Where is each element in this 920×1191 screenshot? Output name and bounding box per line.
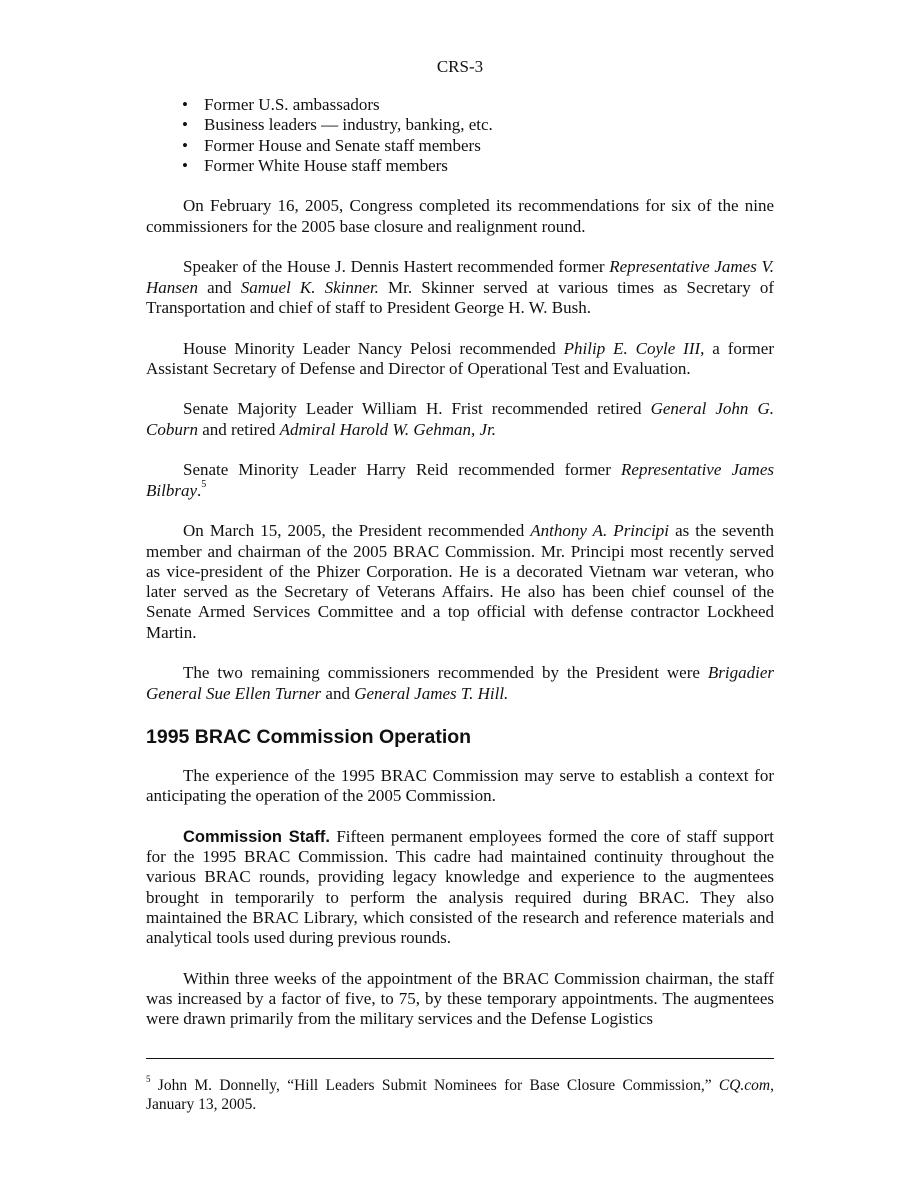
list-item: • Former White House staff members [182, 155, 448, 175]
page-header: CRS-3 [436, 57, 484, 76]
paragraph-remaining-commissioners: The two remaining commissioners recommended by the President were Brigadier General Sue Ellen Turner and General James T. Hill. [146, 663, 774, 703]
paragraph-commission-staff: Commission Staff. Fifteen permanent employees formed the core of staff support for the 1995 BRAC Commission. This cadre had maintained continuity throughout the various BRAC rounds, providing legacy knowledge and experience to the augmentees brought in temporarily to perform the analysis required during BRAC. They also maintained the BRAC Library, which consisted of the research and reference materials and analytical tools used during previous rounds. [146, 826, 774, 948]
bullet-list [146, 95, 774, 176]
list-item: • Business leaders — industry, banking, etc. [182, 115, 493, 135]
footnote-divider [146, 1058, 774, 1059]
footnote-reference[interactable]: 5 [201, 478, 207, 490]
bullet-icon: • [182, 135, 188, 155]
footnote-number: 5 [146, 1073, 151, 1084]
run-in-heading: Commission Staff. [183, 827, 330, 846]
paragraph-reid: Senate Minority Leader Harry Reid recommended former Representative James Bilbray.$^5$ [146, 460, 774, 500]
list-item: • Former House and Senate staff members [182, 135, 481, 155]
paragraph-congress-recommendations: On February 16, 2005, Congress completed its recommendations for six of the nine commissioners for the 2005 base closure and realignment round. [146, 196, 774, 236]
paragraph-hastert: Speaker of the House J. Dennis Hastert recommended former Representative James V. Hansen and Samuel K. Skinner. Mr. Skinner served at various times as Secretary of Transportation and chief of staff to President George H. W. Bush. [146, 257, 774, 317]
bullet-icon: • [182, 155, 188, 175]
bullet-icon: • [182, 95, 188, 114]
paragraph-experience: The experience of the 1995 BRAC Commission may serve to establish a context for anticipating the operation of the 2005 Commission. [146, 765, 774, 806]
list-item: • Former U.S. ambassadors [182, 95, 380, 114]
paragraph-frist: Senate Majority Leader William H. Frist recommended retired General John G. Coburn and retired Admiral Harold W. Gehman, Jr. [146, 399, 775, 439]
paragraph-staff-increase: Within three weeks of the appointment of the BRAC Commission chairman, the staff was increased by a factor of five, to 75, by these temporary appointments. The augmentees were drawn primarily from the military services and the Defense Logistics [146, 968, 774, 1029]
document-body [146, 95, 774, 1030]
paragraph-pelosi: House Minority Leader Nancy Pelosi recommended Philip E. Coyle III, a former Assistant Secretary of Defense and Director of Operational Test and Evaluation. [146, 338, 774, 378]
paragraph-principi: On March 15, 2005, the President recommended Anthony A. Principi as the seventh member and chairman of the 2005 BRAC Commission. Mr. Principi most recently served as vice-president of the Phizer Corporation. He is a decorated Vietnam war veteran, who later served as the Secretary of Veterans Affairs. He also has been chief counsel of the Senate Armed Services Committee and a top official with defense contractor Lockheed Martin. [146, 521, 775, 642]
section-heading: 1995 BRAC Commission Operation [146, 725, 472, 748]
footnote: $^5$ John M. Donnelly, “Hill Leaders Submit Nominees for Base Closure Commission,” CQ.com, January 13, 2005. [146, 1073, 774, 1113]
bullet-icon: • [182, 115, 188, 135]
